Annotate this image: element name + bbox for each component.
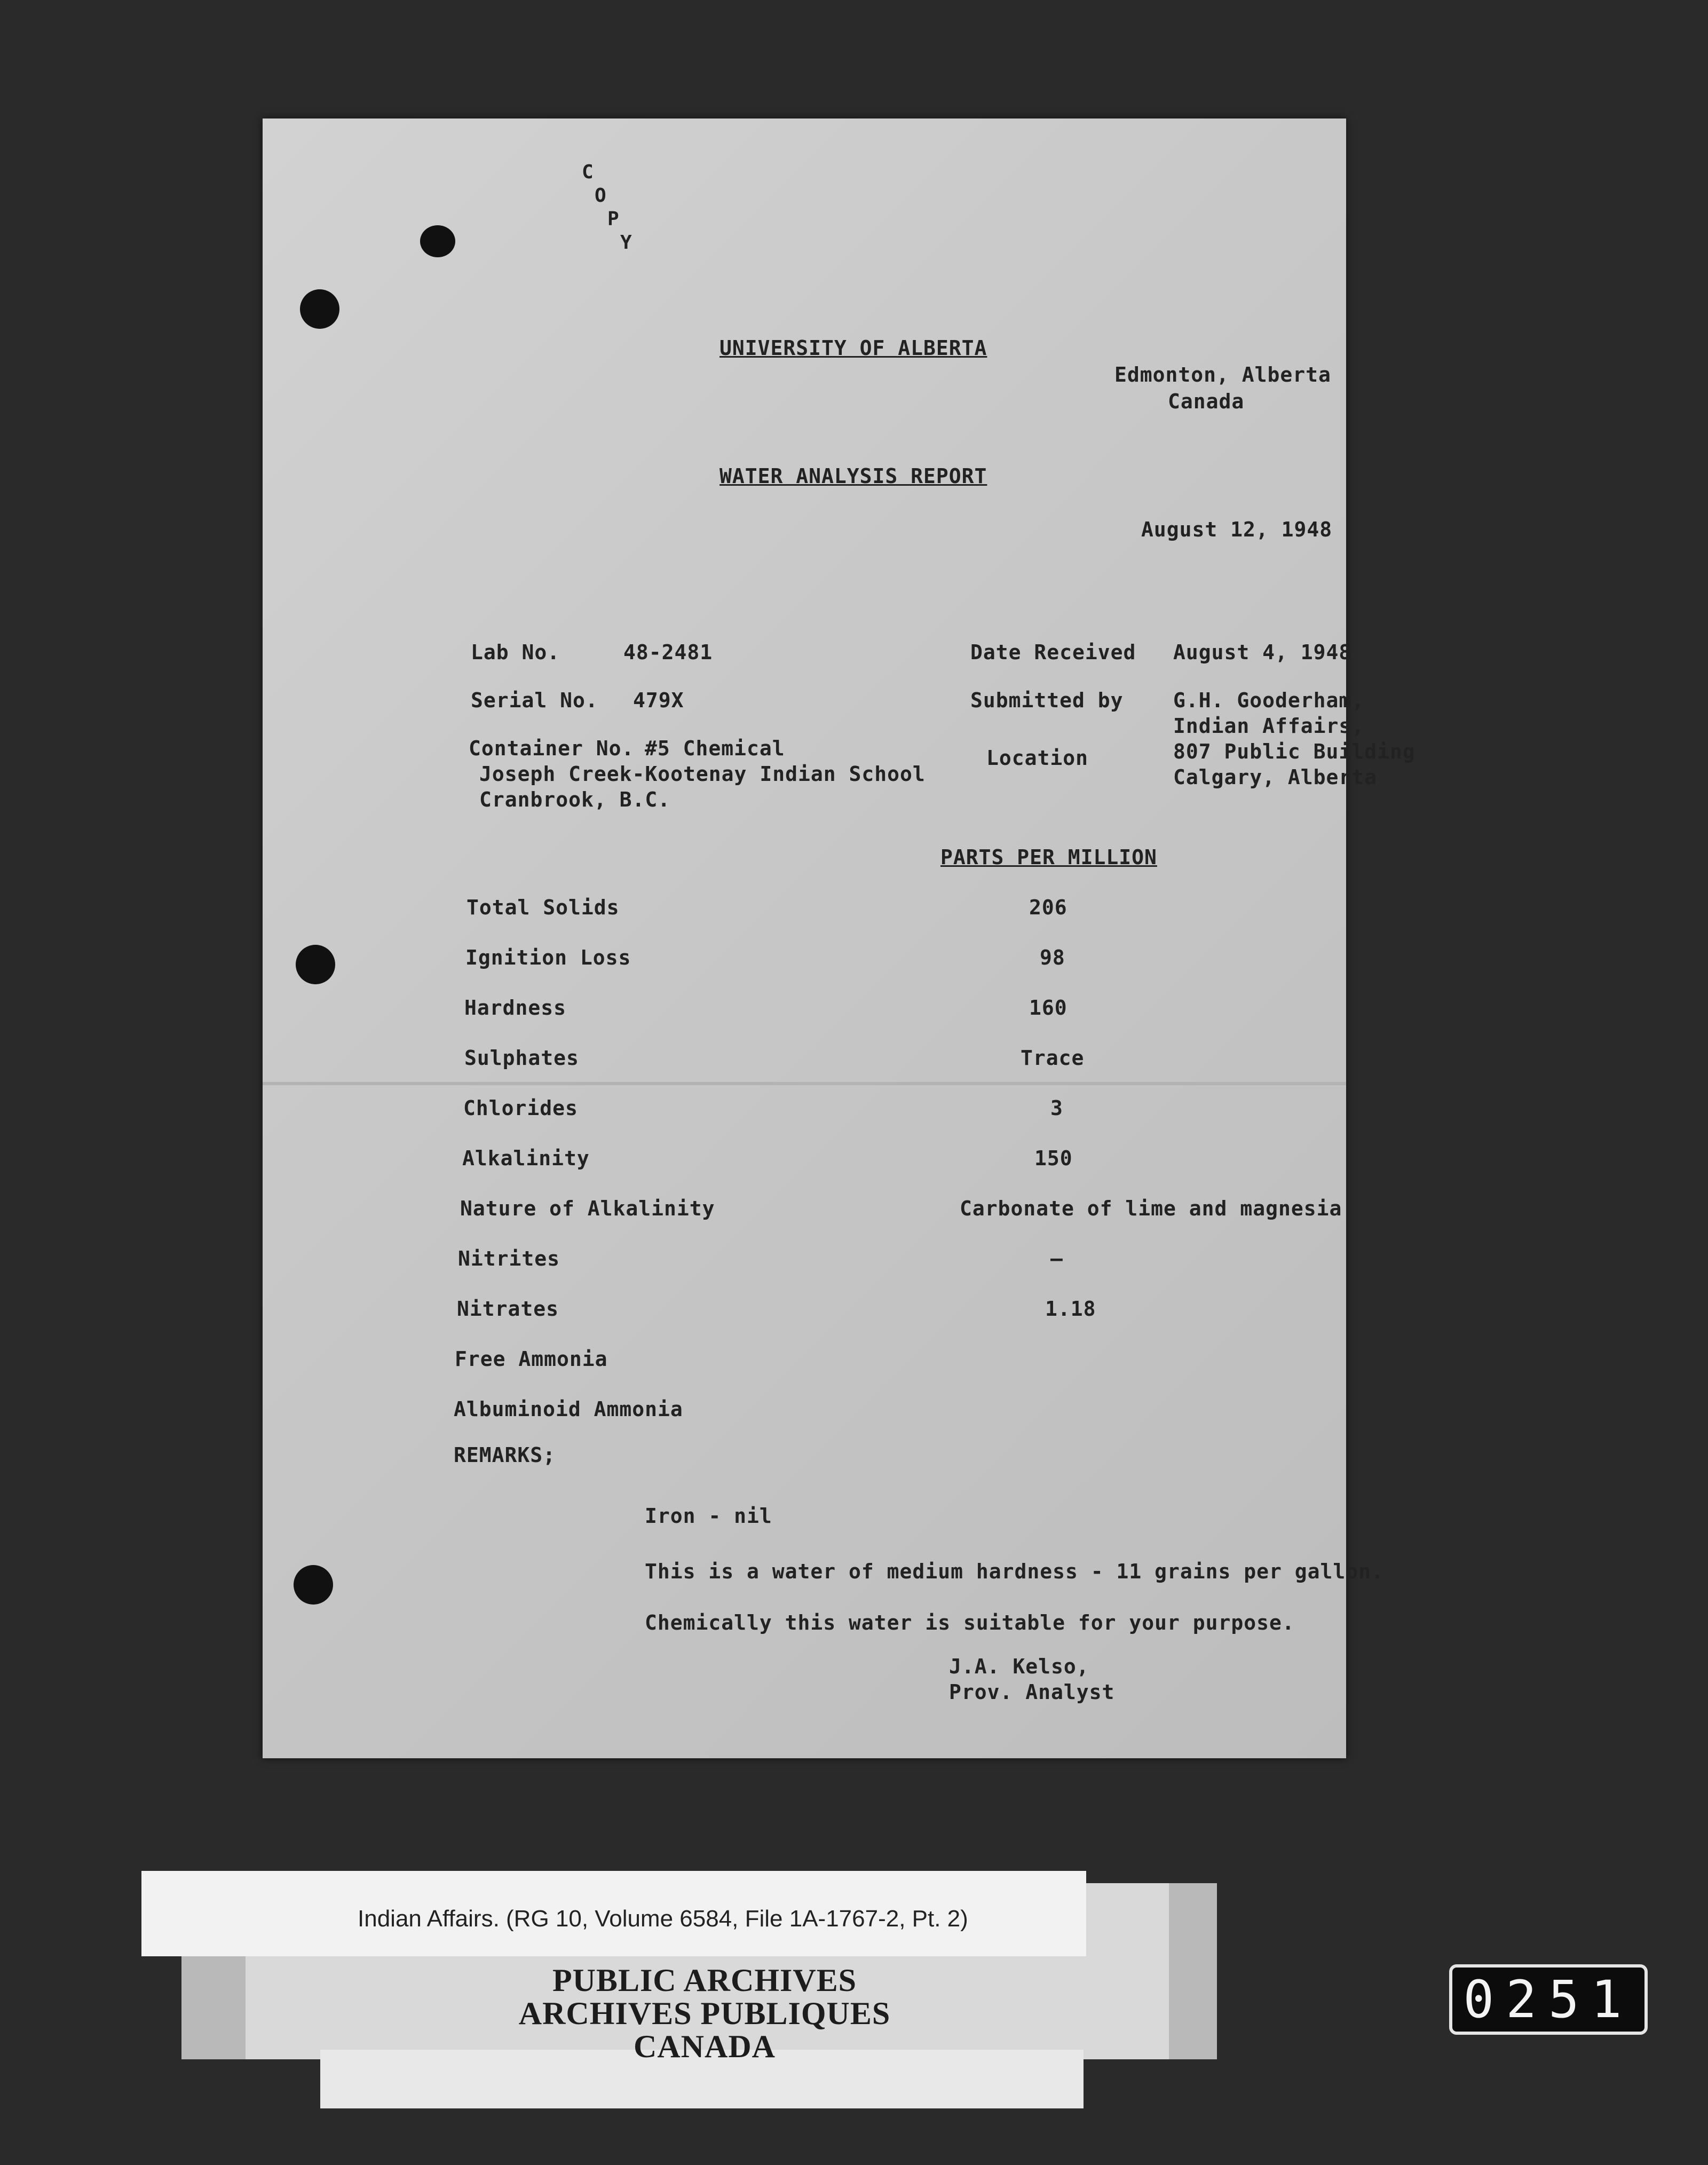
submitted-by-name: G.H. Gooderham, [1173,689,1365,712]
punch-hole [294,1565,333,1605]
institution-name: UNIVERSITY OF ALBERTA [719,336,987,360]
fold-line [263,1082,1346,1085]
result-value: 150 [1034,1147,1073,1170]
remark-line: Chemically this water is suitable for your purpose. [645,1611,1295,1634]
archive-name-fr: ARCHIVES PUBLIQUES [518,1996,891,2031]
punch-hole [296,945,335,984]
result-name: Nature of Alkalinity [460,1197,715,1220]
container-no-value: #5 Chemical [645,737,785,760]
punch-hole [300,289,339,329]
ppm-header: PARTS PER MILLION [940,846,1157,869]
serial-no-value: 479X [633,689,684,712]
sample-source-town: Cranbrook, B.C. [479,788,671,811]
result-name: Alkalinity [462,1147,590,1170]
date-received-label: Date Received [970,641,1136,664]
remark-line: This is a water of medium hardness - 11 grains per gallon. [645,1560,1384,1583]
submitted-by-org: Indian Affairs, [1173,714,1365,738]
result-name: Albuminoid Ammonia [454,1397,683,1421]
result-name: Ignition Loss [465,946,631,969]
signatory-title: Prov. Analyst [949,1680,1115,1704]
result-name: Free Ammonia [455,1347,608,1371]
result-value: 160 [1029,996,1068,1020]
result-value: 98 [1040,946,1065,969]
location-label: Location [986,746,1089,770]
result-name: Chlorides [463,1096,578,1120]
archive-country: CANADA [634,2029,776,2064]
result-value: 3 [1050,1096,1063,1120]
remarks-label: REMARKS; [454,1443,556,1467]
result-name: Total Solids [466,896,620,919]
result-name: Nitrites [458,1247,560,1270]
result-name: Hardness [464,996,567,1020]
archive-reference: Indian Affairs. (RG 10, Volume 6584, File 1A-1767-2, Pt. 2) [358,1906,968,1932]
result-value: Carbonate of lime and magnesia [960,1197,1342,1220]
result-name: Nitrates [457,1297,559,1321]
lab-no-value: 48-2481 [623,641,713,664]
archive-name-en: PUBLIC ARCHIVES [552,1963,857,1998]
remark-line: Iron - nil [645,1504,772,1528]
copy-mark-letter: O [595,185,606,207]
date-received-value: August 4, 1948 [1173,641,1352,664]
result-value: 206 [1029,896,1068,919]
result-value: 1.18 [1045,1297,1096,1321]
city: Edmonton, Alberta [1114,363,1331,386]
result-name: Sulphates [464,1046,579,1070]
result-value: Trace [1021,1046,1085,1070]
copy-mark-letter: P [607,208,619,230]
location-address: 807 Public Building [1173,740,1416,763]
report-title: WATER ANALYSIS REPORT [719,464,987,488]
signatory-name: J.A. Kelso, [949,1655,1089,1678]
location-city: Calgary, Alberta [1173,765,1378,789]
report-date: August 12, 1948 [1141,518,1333,541]
result-value: — [1050,1247,1063,1270]
ink-blot [420,225,455,257]
serial-no-label: Serial No. [471,689,598,712]
copy-mark-letter: C [582,161,594,183]
copy-mark-letter: Y [620,232,632,254]
sample-source: Joseph Creek-Kootenay Indian School [479,762,926,786]
frame-number: 0251 [1449,1964,1648,2035]
submitted-by-label: Submitted by [970,689,1124,712]
lab-no-label: Lab No. [471,641,560,664]
country: Canada [1168,390,1245,413]
container-no-label: Container No. [469,737,635,760]
document-page [263,118,1416,1758]
